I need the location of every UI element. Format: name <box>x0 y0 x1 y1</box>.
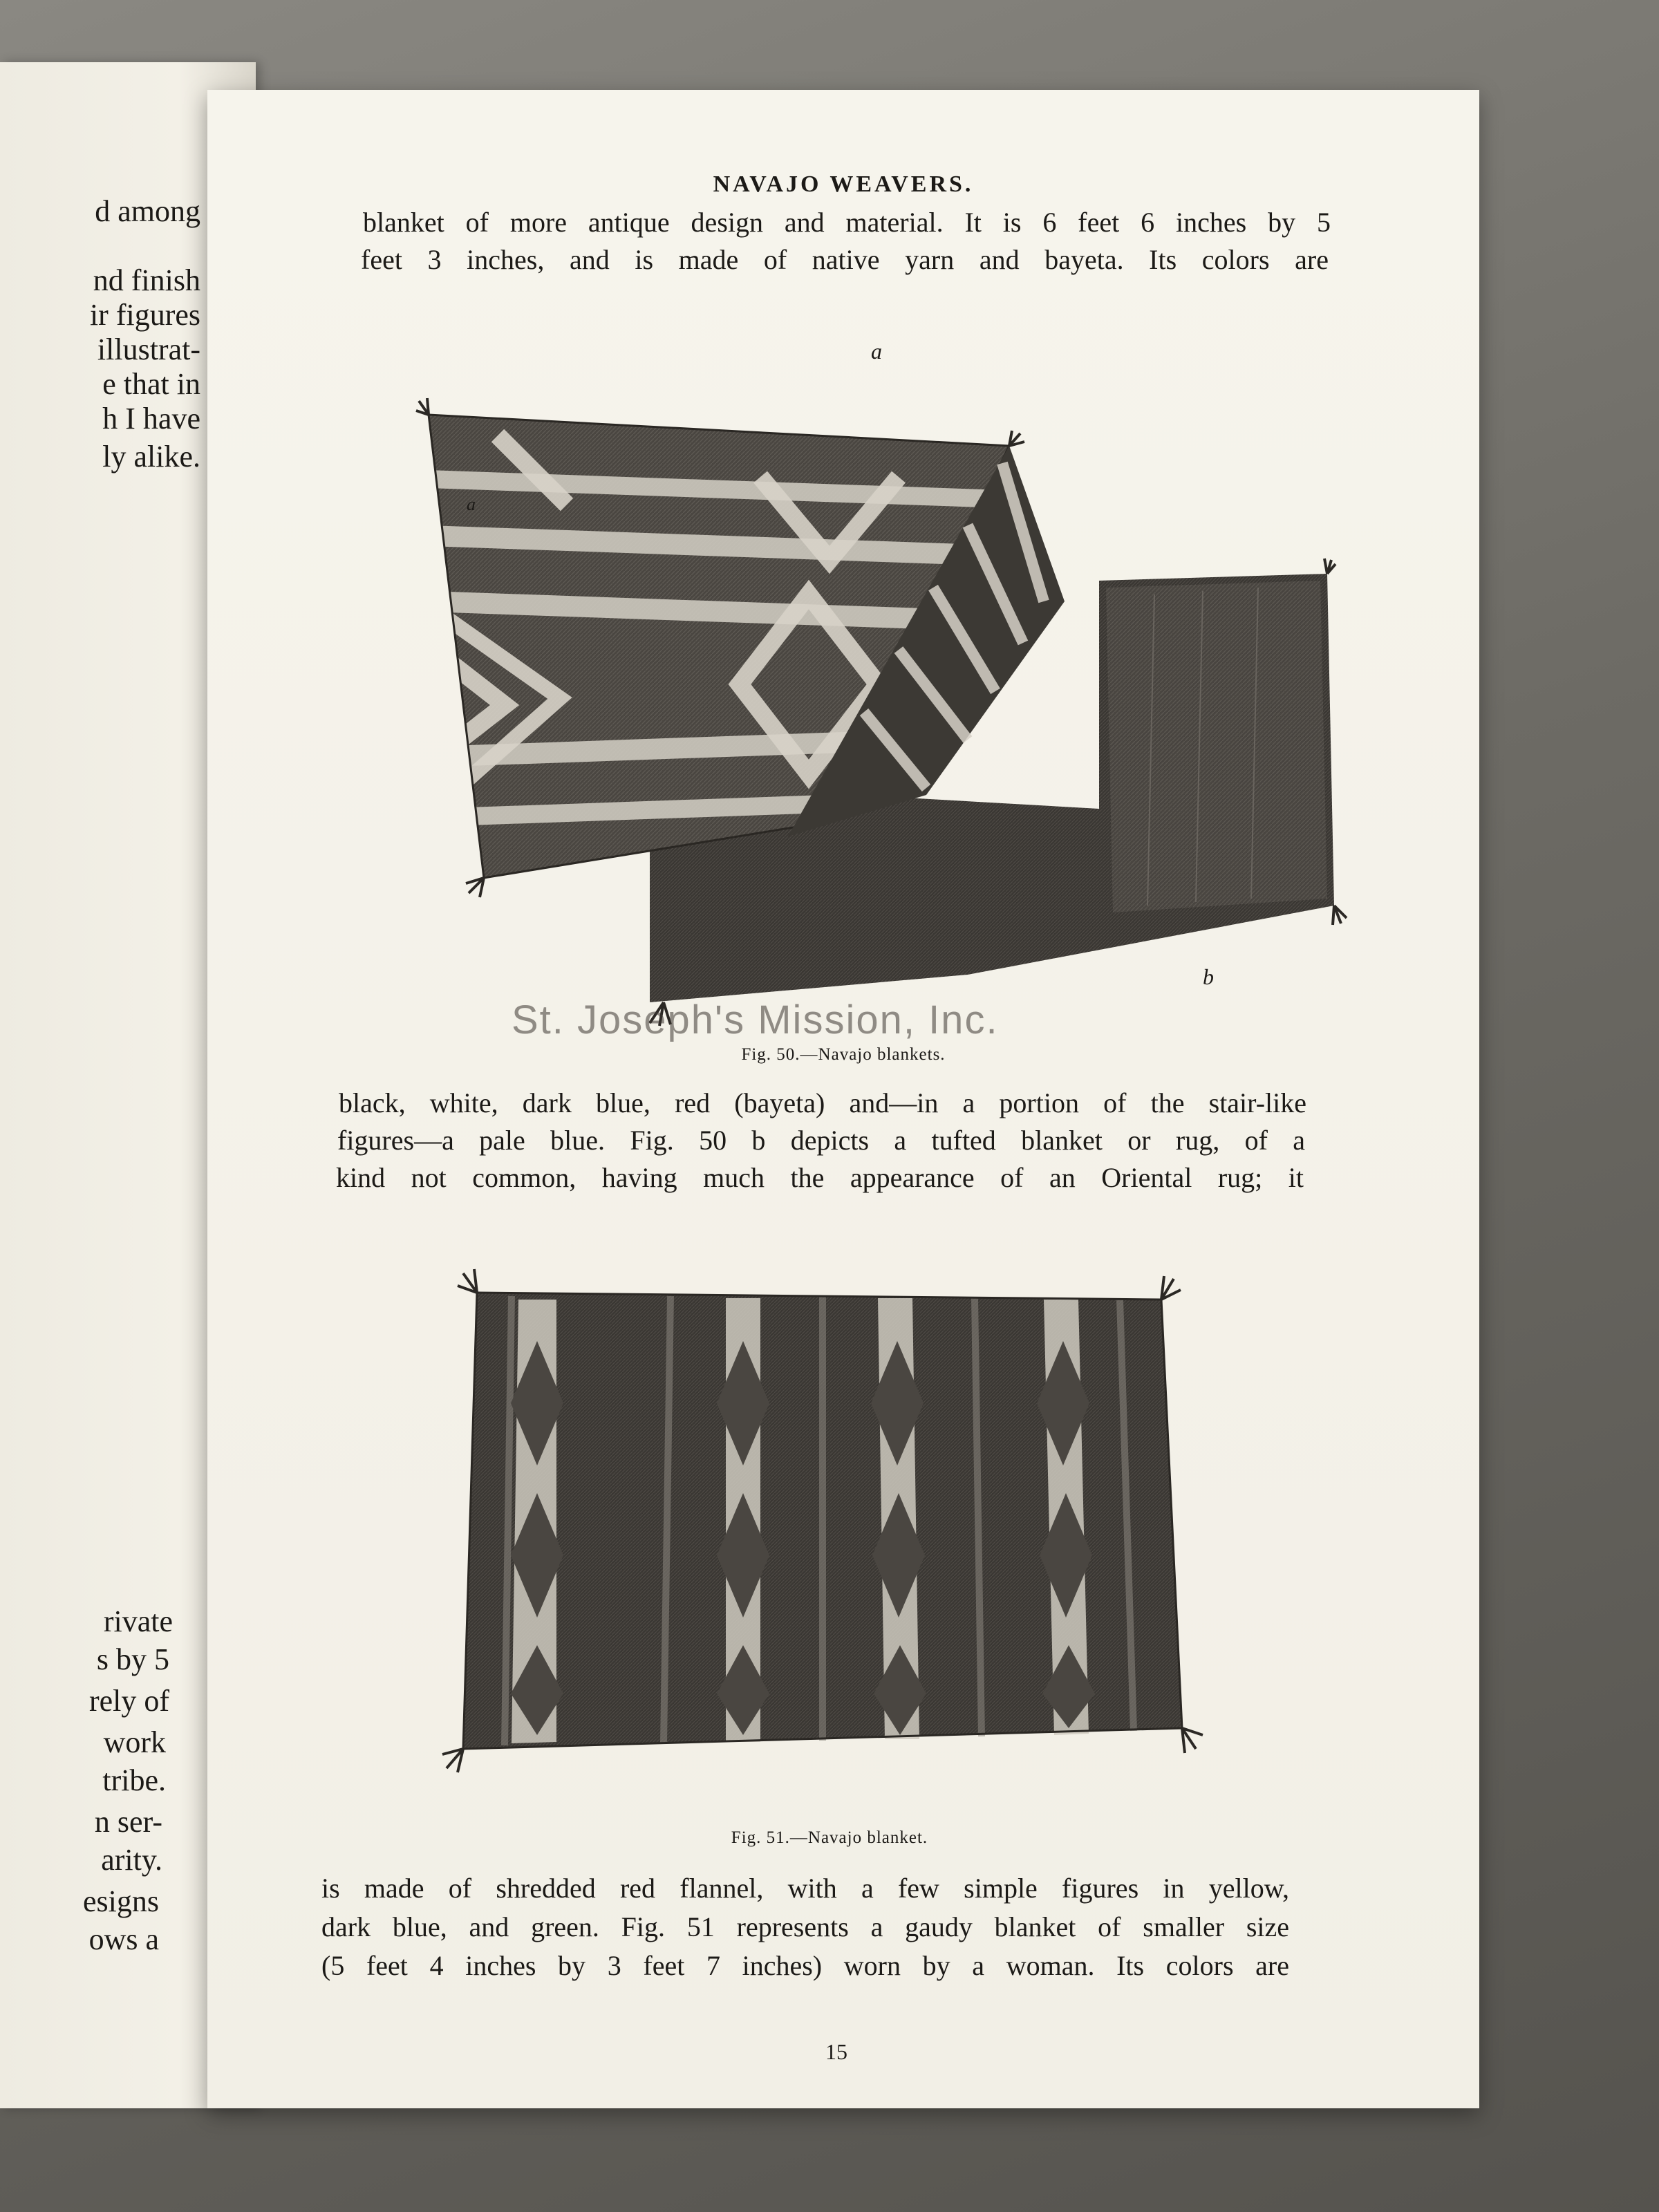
right-page <box>207 90 1479 2108</box>
text-line: figures—a pale blue. Fig. 50 b depicts a tufted blanket or rug, of a <box>337 1125 1305 1156</box>
left-page-line: illustrat- <box>97 332 200 366</box>
left-page-line: d among <box>95 194 200 228</box>
figure-label-a-small: a <box>467 494 476 514</box>
left-page-line: nd finish <box>93 263 200 297</box>
left-page-line: rivate <box>103 1604 173 1638</box>
text-line: blanket of more antique design and material. It is 6 feet 6 inches by 5 <box>363 207 1331 238</box>
text-line: dark blue, and green. Fig. 51 represents a gaudy blanket of smaller size <box>321 1911 1289 1942</box>
left-page-line: e that in <box>102 367 200 401</box>
left-page-line: arity. <box>101 1843 162 1877</box>
left-page-line: rely of <box>88 1684 169 1718</box>
figure-label-b: b <box>1203 964 1214 989</box>
left-page-line: esigns <box>83 1884 159 1918</box>
left-page-line: work <box>103 1725 166 1759</box>
left-page-line: n ser- <box>94 1805 162 1839</box>
left-page-line: ows a <box>88 1922 159 1956</box>
text-line: kind not common, having much the appearance of an Oriental rug; it <box>336 1162 1304 1193</box>
left-page-line: h I have <box>102 402 200 435</box>
text-line: black, white, dark blue, red (bayeta) and—in a portion of the stair-like <box>339 1087 1306 1118</box>
text-line: feet 3 inches, and is made of native yarn and bayeta. Its colors are <box>361 244 1329 275</box>
left-page-line: ly alike. <box>102 440 200 474</box>
figure-label-a: a <box>871 339 882 364</box>
figure-51-navajo-blanket <box>435 1244 1265 1818</box>
running-header: NAVAJO WEAVERS. <box>713 171 974 197</box>
left-page-line: tribe. <box>102 1763 166 1797</box>
left-page-line: s by 5 <box>96 1642 169 1676</box>
left-page-line: ir figures <box>89 298 200 332</box>
watermark: St. Joseph's Mission, Inc. <box>512 997 999 1042</box>
figure-50-caption: Fig. 50.—Navajo blankets. <box>741 1045 946 1064</box>
figure-51-caption: Fig. 51.—Navajo blanket. <box>731 1828 928 1847</box>
text-line: (5 feet 4 inches by 3 feet 7 inches) worn by a woman. Its colors are <box>321 1950 1289 1981</box>
text-line: is made of shredded red flannel, with a few simple figures in yellow, <box>321 1873 1289 1904</box>
page-number: 15 <box>825 2039 847 2064</box>
